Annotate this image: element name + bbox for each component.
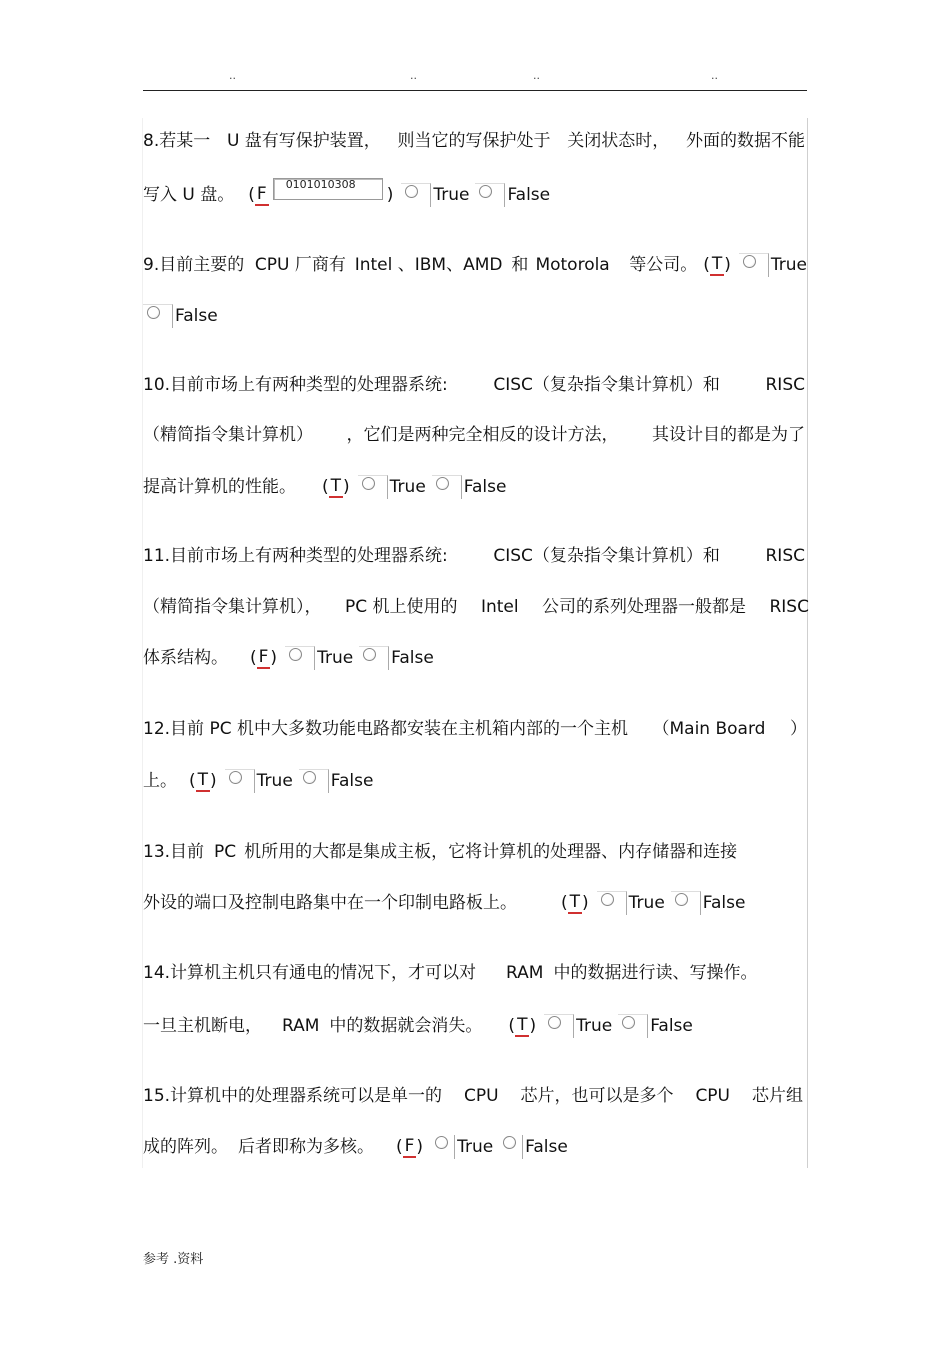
radio-icon: [436, 477, 449, 490]
q12-true-radio[interactable]: [225, 769, 255, 793]
q14-true-radio[interactable]: [544, 1014, 574, 1038]
question-9-line-1: 9.目前主要的 CPU 厂商有 Intel 、IBM、AMD 和 Motorola 等公司。 ( T ) True: [143, 248, 813, 282]
radio-icon: [303, 771, 316, 784]
radio-icon: [622, 1016, 635, 1029]
question-13-line-1: 13.目前 PC 机所用的大都是集成主板，它将计算机的处理器、内存储器和连接: [143, 842, 738, 862]
question-11-line-1: 11.目前市场上有两种类型的处理器系统: CISC（复杂指令集计算机）和 RISC: [143, 546, 805, 566]
q9-true-option: True: [739, 248, 813, 282]
answer-8: ( F 0101010308 ): [248, 178, 394, 205]
answer-letter: F: [258, 647, 269, 667]
radio-icon: [503, 1136, 516, 1149]
q15-options: True False: [431, 1130, 574, 1164]
answer-13: ( T ): [561, 892, 589, 913]
question-10-line-3: 提高计算机的性能。 ( T ) True False: [143, 470, 813, 504]
question-9-line-2: False: [143, 299, 813, 333]
radio-icon: [435, 1136, 448, 1149]
question-11-line-3: 体系结构。 ( F ) True False: [143, 641, 813, 675]
header-dot: ..: [229, 69, 236, 82]
q9-true-radio[interactable]: [739, 253, 769, 277]
question-14-line-1: 14.计算机主机只有通电的情况下，才可以对 RAM 中的数据进行读、写操作。: [143, 963, 758, 983]
q11-true-radio[interactable]: [285, 646, 315, 670]
answer-letter: T: [330, 476, 342, 496]
radio-icon: [743, 255, 756, 268]
radio-icon: [362, 477, 375, 490]
radio-icon: [479, 185, 492, 198]
q11-false-radio[interactable]: [359, 646, 389, 670]
answer-textbox[interactable]: 0101010308: [273, 178, 383, 200]
answer-15: ( F ): [396, 1136, 424, 1157]
header-dot: ..: [533, 69, 540, 82]
q13-options: True False: [597, 886, 752, 920]
question-13-line-2: 外设的端口及控制电路集中在一个印制电路板上。 ( T ) True False: [143, 886, 813, 920]
radio-icon: [363, 648, 376, 661]
page-footer: 参考 .资料: [143, 1252, 204, 1267]
answer-9: ( T ): [703, 254, 731, 275]
q15-false-radio[interactable]: [499, 1135, 523, 1159]
answer-14: ( T ): [508, 1015, 537, 1036]
radio-icon: [147, 306, 160, 319]
q13-false-radio[interactable]: [671, 891, 701, 915]
q14-options: True False: [544, 1009, 699, 1043]
q10-true-radio[interactable]: [358, 475, 388, 499]
answer-letter: F: [404, 1136, 415, 1156]
question-10-line-2: （精简指令集计算机） ，它们是两种完全相反的设计方法， 其设计目的都是为了: [143, 425, 805, 445]
q13-true-radio[interactable]: [597, 891, 627, 915]
q11-options: True False: [285, 641, 440, 675]
radio-icon: [675, 893, 688, 906]
q8-options: True False: [401, 178, 556, 212]
radio-icon: [601, 893, 614, 906]
radio-icon: [405, 185, 418, 198]
answer-10: ( T ): [322, 476, 350, 497]
q9-false-radio[interactable]: [143, 304, 173, 328]
q10-false-radio[interactable]: [432, 475, 462, 499]
radio-icon: [289, 648, 302, 661]
q12-false-radio[interactable]: [299, 769, 329, 793]
q14-false-radio[interactable]: [618, 1014, 648, 1038]
header-dot: ..: [410, 69, 417, 82]
question-15-line-2: 成的阵列。 后者即称为多核。 ( F ) True False: [143, 1130, 813, 1164]
page-header: [143, 68, 807, 91]
answer-letter: F: [256, 184, 267, 204]
q10-options: True False: [358, 470, 513, 504]
q8-true-radio[interactable]: [401, 183, 431, 207]
question-8-line-2: 写入 U 盘。 ( F 0101010308 ) True False: [143, 178, 813, 212]
answer-letter: T: [569, 892, 581, 912]
question-10-line-1: 10.目前市场上有两种类型的处理器系统: CISC（复杂指令集计算机）和 RISC: [143, 375, 805, 395]
question-15-line-1: 15.计算机中的处理器系统可以是单一的 CPU 芯片，也可以是多个 CPU 芯片组: [143, 1086, 803, 1106]
header-dot: ..: [711, 69, 718, 82]
radio-icon: [229, 771, 242, 784]
answer-11: ( F ): [250, 647, 278, 668]
question-12-line-1: 12.目前 PC 机中大多数功能电路都安装在主机箱内部的一个主机 （Main Board ）: [143, 719, 807, 739]
radio-icon: [548, 1016, 561, 1029]
answer-letter: T: [517, 1015, 528, 1035]
answer-12: ( T ): [189, 770, 217, 791]
question-11-line-2: （精简指令集计算机）， PC 机上使用的 Intel 公司的系列处理器一般都是 RISC: [143, 597, 809, 617]
answer-letter: T: [197, 770, 209, 790]
q8-false-radio[interactable]: [475, 183, 505, 207]
question-12-line-2: 上。 ( T ) True False: [143, 764, 813, 798]
question-14-line-2: 一旦主机断电， RAM 中的数据就会消失。 ( T ) True False: [143, 1009, 813, 1043]
question-8-line-1: 8.若某一 U 盘有写保护装置， 则当它的写保护处于 关闭状态时， 外面的数据不能: [143, 131, 805, 151]
q12-options: True False: [225, 764, 380, 798]
q15-true-radio[interactable]: [431, 1135, 455, 1159]
answer-letter: T: [711, 254, 723, 274]
